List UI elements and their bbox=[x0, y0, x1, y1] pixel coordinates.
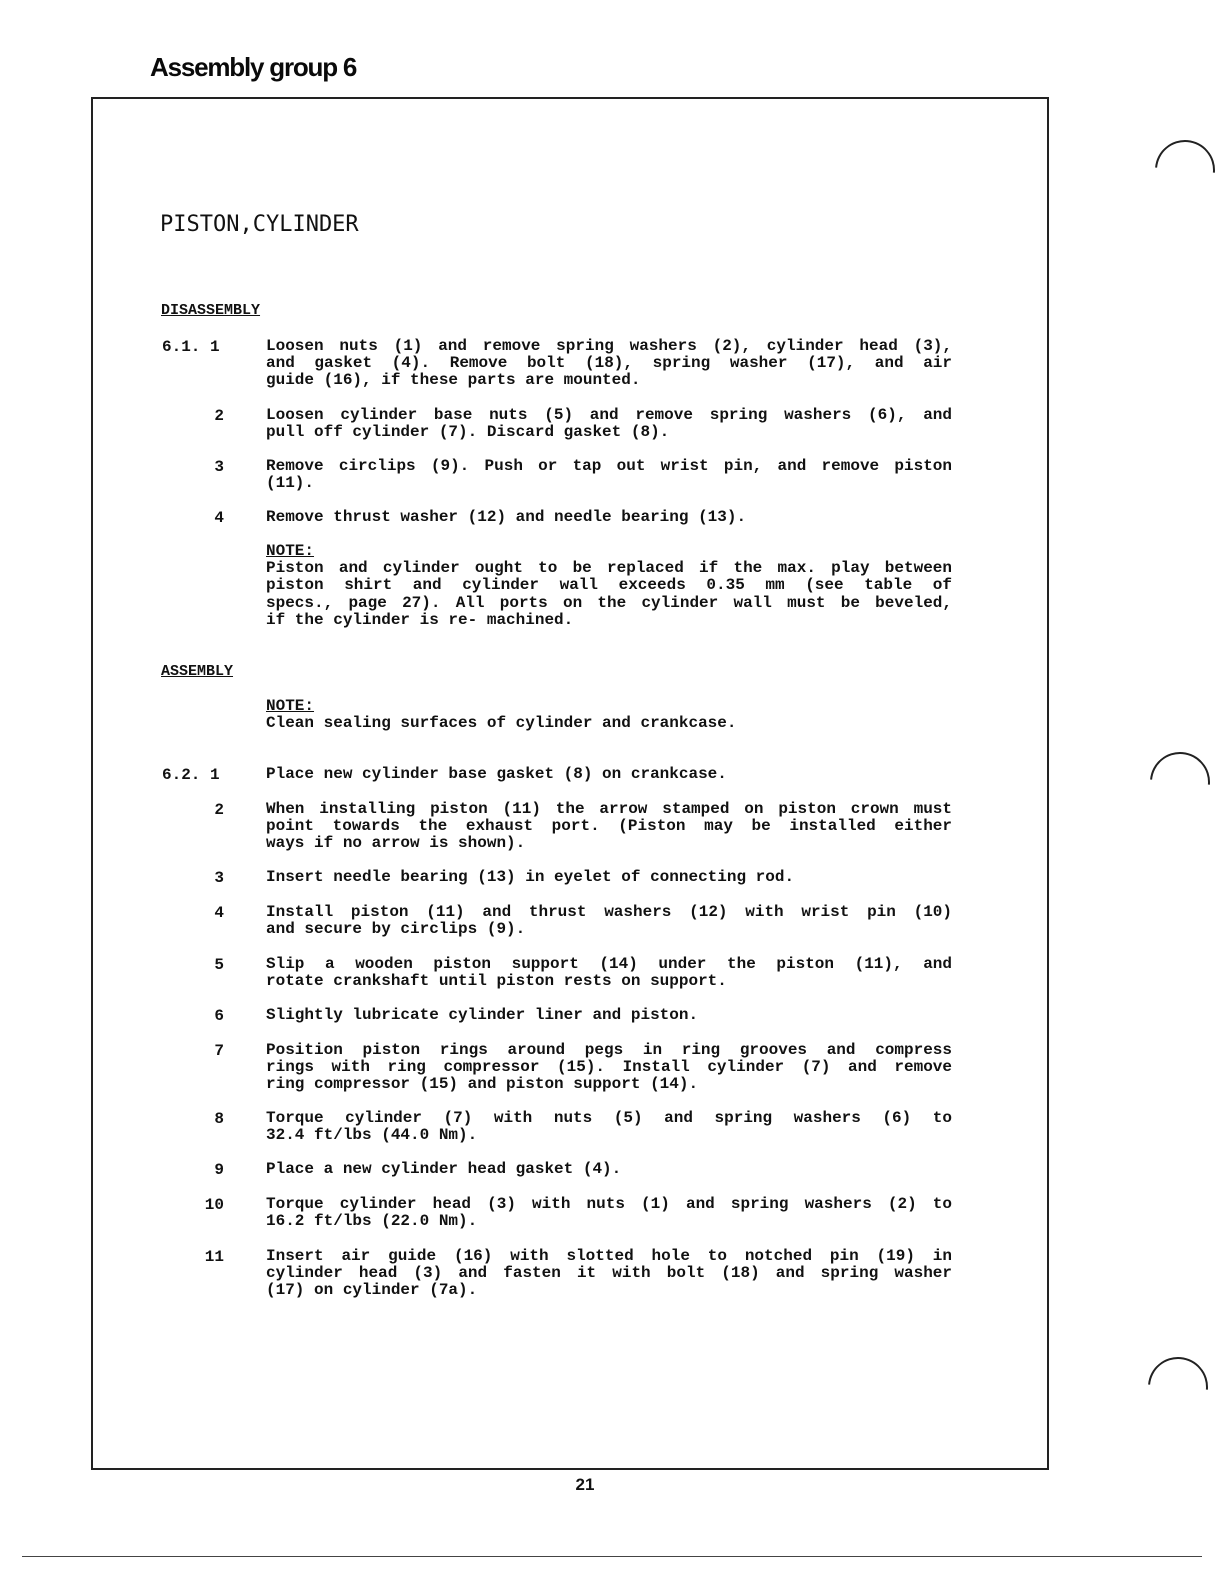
assembly-note bbox=[266, 698, 952, 732]
text-line: Remove thrust washer (12) and needle bearing (13). bbox=[266, 508, 747, 526]
text-line: Torque cylinder head (3) with nuts (1) and spring washers (2) to bbox=[266, 1195, 952, 1213]
step-number: 4 bbox=[214, 509, 224, 527]
note-label: NOTE: bbox=[266, 542, 315, 560]
text-line: rotate crankshaft until piston rests on support. bbox=[266, 972, 727, 991]
text-line: Piston and cylinder ought to be replaced if the max. play between bbox=[266, 559, 952, 578]
text-line: Loosen cylinder base nuts (5) and remove spring washers (6), and bbox=[266, 406, 952, 424]
step-number: 3 bbox=[214, 458, 224, 476]
text-line: guide (16), if these parts are mounted. bbox=[266, 371, 641, 390]
step-text bbox=[266, 1248, 952, 1300]
text-line: ways if no arrow is shown). bbox=[266, 834, 526, 853]
step-text bbox=[266, 1196, 952, 1230]
text-line: Slip a wooden piston support (14) under the piston (11), and bbox=[266, 955, 952, 973]
disassembly-heading: DISASSEMBLY bbox=[161, 302, 261, 319]
binder-hole-mark bbox=[1143, 128, 1224, 213]
text-line: 16.2 ft/lbs (22.0 Nm). bbox=[266, 1212, 478, 1231]
step-number: 7 bbox=[214, 1042, 224, 1060]
step-number: 11 bbox=[204, 1248, 224, 1266]
step-number: 2 bbox=[214, 801, 224, 819]
step-text bbox=[266, 801, 952, 853]
step-text bbox=[266, 407, 952, 441]
text-line: (17) on cylinder (7a). bbox=[266, 1281, 478, 1300]
step-text bbox=[266, 1161, 952, 1178]
text-line: and secure by circlips (9). bbox=[266, 920, 526, 939]
text-line: point towards the exhaust port. (Piston may be installed either bbox=[266, 817, 952, 836]
step-number: 9 bbox=[214, 1161, 224, 1179]
text-line: and gasket (4). Remove bolt (18), spring washer (17), and air bbox=[266, 354, 952, 373]
page-number: 21 bbox=[575, 1475, 595, 1494]
step-text bbox=[266, 509, 952, 526]
step-text bbox=[266, 766, 952, 783]
text-line: if the cylinder is re- machined. bbox=[266, 610, 574, 629]
text-line: piston shirt and cylinder wall exceeds 0.35 mm (see table of bbox=[266, 576, 952, 595]
text-line: cylinder head (3) and fasten it with bolt (18) and spring washer bbox=[266, 1264, 952, 1283]
text-line: Torque cylinder (7) with nuts (5) and spring washers (6) to bbox=[266, 1109, 952, 1127]
text-line: Place a new cylinder head gasket (4). bbox=[266, 1160, 622, 1178]
step-text bbox=[266, 1042, 952, 1094]
step-number: 2 bbox=[214, 407, 224, 425]
step-text bbox=[266, 904, 952, 938]
step-text bbox=[266, 1007, 952, 1024]
step-number: 4 bbox=[214, 904, 224, 922]
text-line: ring compressor (15) and piston support (14). bbox=[266, 1075, 699, 1094]
text-line: (11). bbox=[266, 474, 315, 493]
text-line: Install piston (11) and thrust washers (12) with wrist pin (10) bbox=[266, 903, 952, 921]
step-number: 6.2. 1 bbox=[162, 766, 220, 784]
text-line: rings with ring compressor (15). Install cylinder (7) and remove bbox=[266, 1058, 952, 1077]
step-number: 6 bbox=[214, 1007, 224, 1025]
step-text bbox=[266, 956, 952, 990]
step-number: 8 bbox=[214, 1110, 224, 1128]
text-line: Position piston rings around pegs in ring grooves and compress bbox=[266, 1041, 952, 1059]
assembly-group-title: Assembly group 6 bbox=[150, 52, 357, 82]
disassembly-note bbox=[266, 543, 952, 629]
text-line: Loosen nuts (1) and remove spring washers (2), cylinder head (3), bbox=[266, 337, 952, 355]
text-line: Insert needle bearing (13) in eyelet of connecting rod. bbox=[266, 868, 795, 886]
section-title: PISTON,CYLINDER bbox=[160, 212, 359, 237]
step-number: 5 bbox=[214, 956, 224, 974]
assembly-heading: ASSEMBLY bbox=[161, 663, 234, 680]
step-number: 10 bbox=[204, 1196, 224, 1214]
text-line: Clean sealing surfaces of cylinder and crankcase. bbox=[266, 714, 737, 733]
step-number: 3 bbox=[214, 869, 224, 887]
text-line: specs., page 27). All ports on the cylinder wall must be beveled, bbox=[266, 593, 952, 612]
binder-hole-mark bbox=[1136, 1345, 1221, 1430]
binder-hole-mark bbox=[1138, 740, 1223, 825]
text-line: Insert air guide (16) with slotted hole to notched pin (19) in bbox=[266, 1247, 952, 1265]
text-line: Remove circlips (9). Push or tap out wrist pin, and remove piston bbox=[266, 457, 952, 475]
text-line: When installing piston (11) the arrow stamped on piston crown must bbox=[266, 800, 952, 818]
step-text bbox=[266, 338, 952, 390]
text-line: Place new cylinder base gasket (8) on crankcase. bbox=[266, 765, 727, 783]
step-number: 6.1. 1 bbox=[162, 338, 220, 356]
step-text bbox=[266, 869, 952, 886]
text-line: Slightly lubricate cylinder liner and piston. bbox=[266, 1006, 699, 1024]
step-text bbox=[266, 458, 952, 492]
note-label: NOTE: bbox=[266, 697, 315, 715]
step-text bbox=[266, 1110, 952, 1144]
text-line: pull off cylinder (7). Discard gasket (8). bbox=[266, 423, 670, 442]
scan-edge-line bbox=[22, 1556, 1202, 1557]
text-line: 32.4 ft/lbs (44.0 Nm). bbox=[266, 1126, 478, 1145]
